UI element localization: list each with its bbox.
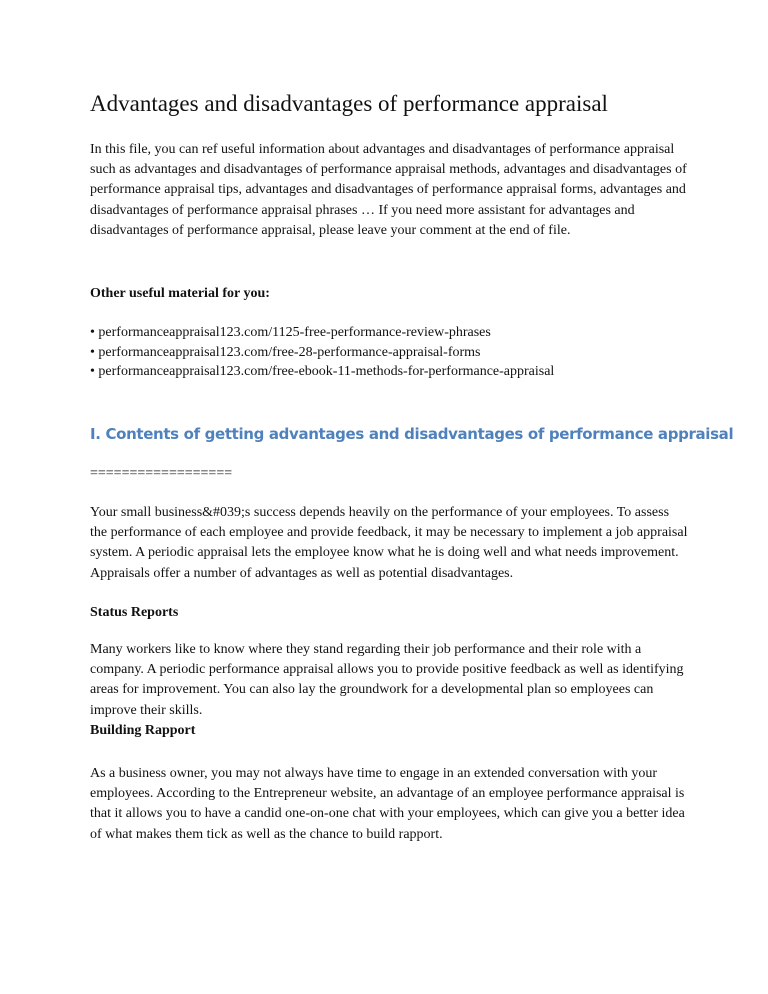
resource-link[interactable]: • performanceappraisal123.com/free-ebook-11-methods-for-performance-appraisal bbox=[90, 364, 555, 379]
paragraph-intro-business: Your small business&#039;s success depends heavily on the performance of your employees. To assess the performance of each employee and provide feedback, it may be necessary to implement a job appraisal system. A periodic appraisal lets the employee know what he is doing well and what needs improvement. Appraisals offer a number of advantages as well as potential disadvantages. bbox=[90, 505, 688, 581]
paragraph-building-rapport: As a business owner, you may not always have time to engage in an extended conversation with your employees. According to the Entrepreneur website, an advantage of an employee performance appraisal is that it allows you to have a candid one-on-one chat with your employees, which can give you a better idea of what makes them tick as well as the chance to build rapport. bbox=[90, 766, 685, 842]
status-reports-heading: Status Reports bbox=[90, 605, 179, 620]
resource-link[interactable]: • performanceappraisal123.com/free-28-performance-appraisal-forms bbox=[90, 344, 481, 360]
resource-link[interactable]: • performanceappraisal123.com/1125-free-performance-review-phrases bbox=[90, 325, 491, 340]
document-title: Advantages and disadvantages of performance appraisal bbox=[90, 91, 608, 116]
section-heading: I. Contents of getting advantages and disadvantages of performance appraisal bbox=[90, 425, 734, 443]
paragraph-status-reports: Many workers like to know where they stand regarding their job performance and their role with a company. A periodic performance appraisal allows you to provide positive feedback as well as identifying areas for improvement. You can also lay the groundwork for a developmental plan so employees can improve their skills. bbox=[90, 642, 684, 718]
other-material-heading: Other useful material for you: bbox=[90, 286, 270, 301]
intro-paragraph: In this file, you can ref useful information about advantages and disadvantages of performance appraisal such as advantages and disadvantages of performance appraisal methods, advantages and disadvantages of performance appraisal tips, advantages and disadvantages of performance appraisal forms, advantages and disadvantages of performance appraisal phrases … If you need more assistant for advantages and disadvantages of performance appraisal, please leave your comment at the end of file. bbox=[90, 142, 687, 238]
resource-link-list bbox=[90, 323, 554, 382]
separator-line: ================== bbox=[90, 466, 233, 481]
building-rapport-heading: Building Rapport bbox=[90, 723, 196, 738]
